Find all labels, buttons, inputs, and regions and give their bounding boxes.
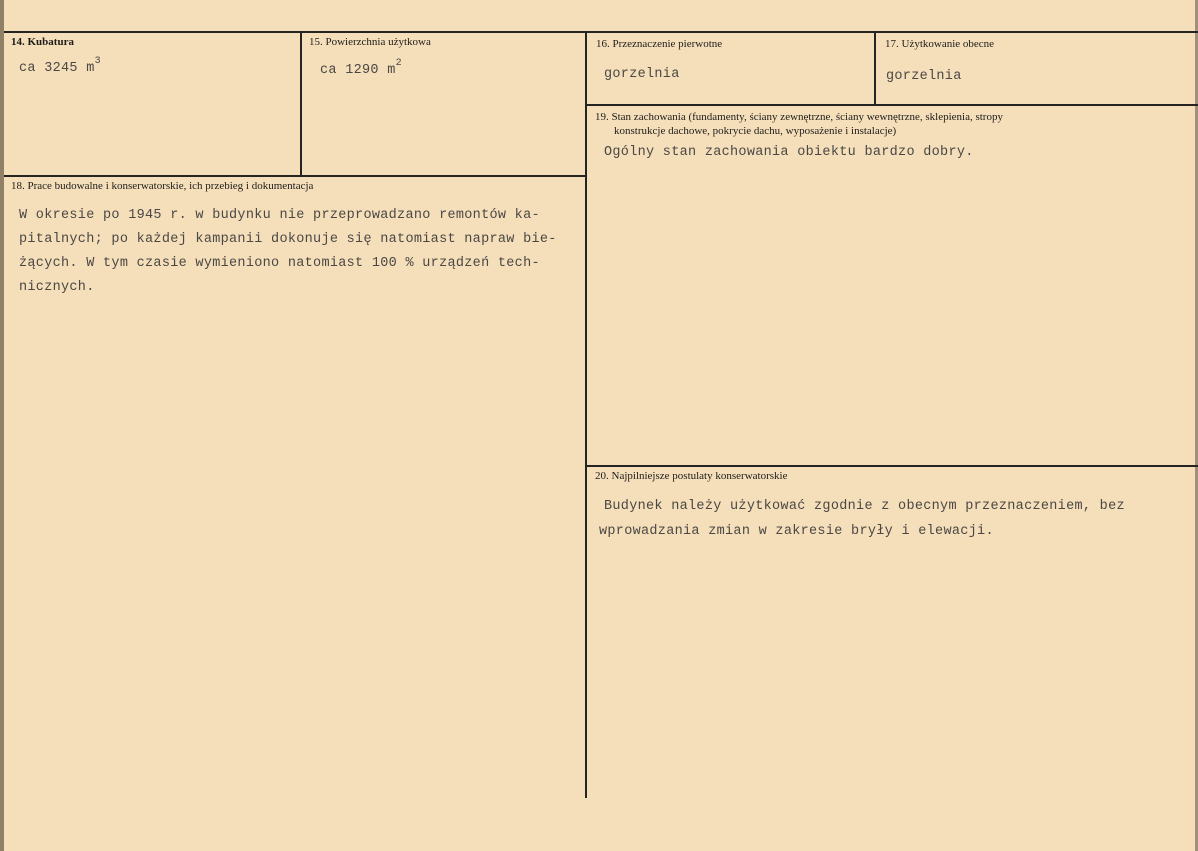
rule-under-16-17 <box>587 104 1198 106</box>
card-left-edge <box>0 0 4 851</box>
field-16-value: gorzelnia <box>604 67 680 82</box>
field-15-value-exponent: 2 <box>395 58 402 69</box>
rule-above-20 <box>587 465 1198 467</box>
field-19-label-line2: konstrukcje dachowe, pokrycie dachu, wyposażenie i instalacje) <box>614 125 897 137</box>
field-18-line: żących. W tym czasie wymieniono natomiast 100 % urządzeń tech- <box>19 256 540 271</box>
field-18-value <box>19 204 557 300</box>
field-20-value <box>599 494 1125 544</box>
field-19-value: Ogólny stan zachowania obiektu bardzo dobry. <box>604 145 974 160</box>
field-14-value <box>19 56 101 76</box>
field-16-label: 16. Przeznaczenie pierwotne <box>596 38 723 50</box>
field-17-value: gorzelnia <box>886 69 962 84</box>
top-rule <box>4 31 1198 33</box>
divider-main <box>585 33 587 798</box>
field-14-value-exponent: 3 <box>94 56 101 67</box>
divider-14-15 <box>300 33 302 175</box>
field-15-label: 15. Powierzchnia użytkowa <box>309 36 431 48</box>
field-18-line: pitalnych; po każdej kampanii dokonuje się natomiast napraw bie- <box>19 232 557 247</box>
field-18-line: nicznych. <box>19 280 95 295</box>
field-19-label-line1: 19. Stan zachowania (fundamenty, ściany zewnętrzne, ściany wewnętrzne, sklepienia, stropy <box>595 111 1003 123</box>
divider-16-17 <box>874 33 876 105</box>
field-14-value-text: ca 3245 m <box>19 61 95 76</box>
rule-under-14-15 <box>4 175 585 177</box>
field-15-value-text: ca 1290 m <box>320 63 396 78</box>
field-18-line: W okresie po 1945 r. w budynku nie przeprowadzano remontów ka- <box>19 208 540 223</box>
field-18-label: 18. Prace budowalne i konserwatorskie, ich przebieg i dokumentacja <box>11 180 314 192</box>
field-15-value <box>320 58 402 78</box>
field-14-label: 14. Kubatura <box>11 36 74 48</box>
field-20-line: wprowadzania zmian w zakresie bryły i elewacji. <box>599 524 994 539</box>
field-20-label: 20. Najpilniejsze postulaty konserwatorskie <box>595 470 788 482</box>
field-20-line: Budynek należy użytkować zgodnie z obecnym przeznaczeniem, bez <box>604 499 1125 514</box>
field-17-label: 17. Użytkowanie obecne <box>885 38 995 50</box>
